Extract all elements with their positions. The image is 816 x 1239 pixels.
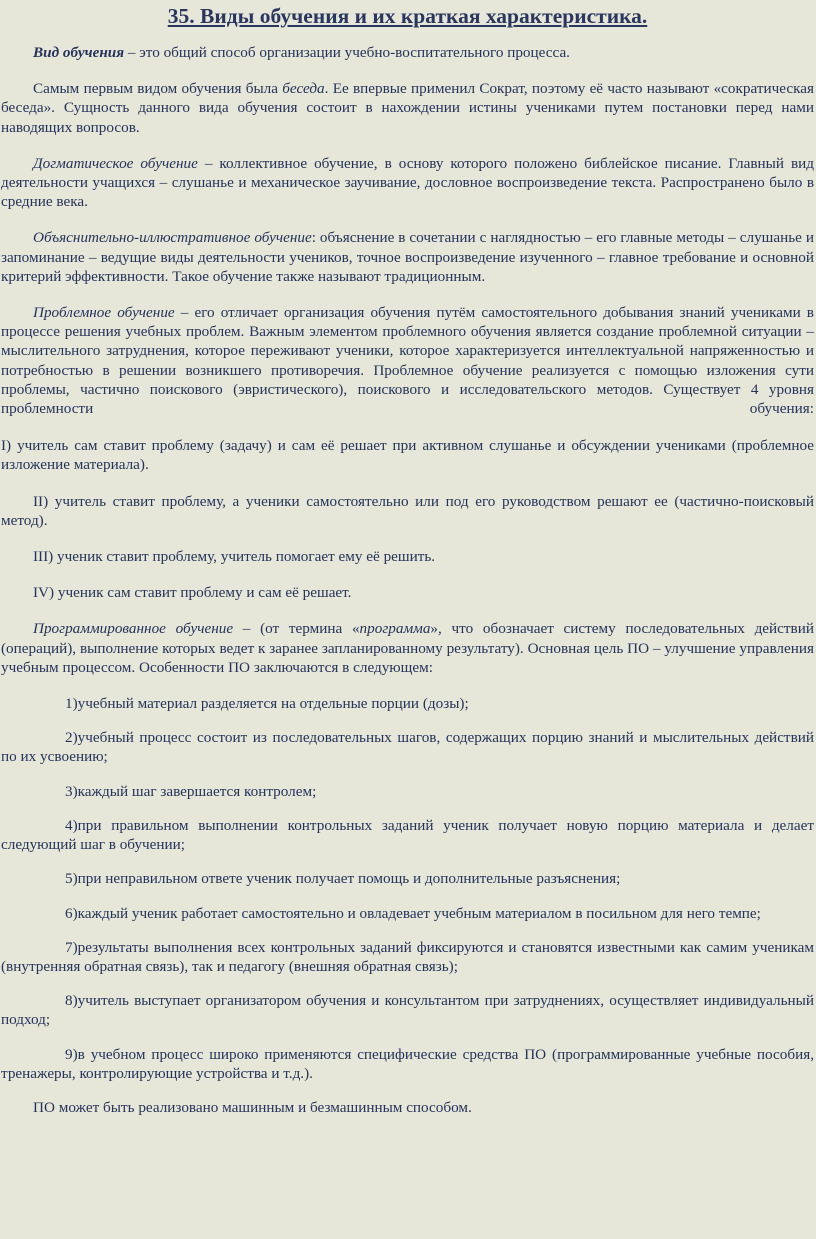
feature-text: при правильном выполнении контрольных заданий ученик получает новую порцию материала и делает следующий шаг в обучении; xyxy=(1,816,814,854)
term-vid-obucheniya: Вид обучения xyxy=(33,44,125,61)
term-programmed: Программированное обучение xyxy=(33,620,234,638)
feature-text: каждый ученик работает самостоятельно и овладевает учебным материалом в посильном для него темпе; xyxy=(77,904,761,922)
feature-item xyxy=(1,904,814,923)
paragraph-text: – (от термина « xyxy=(233,620,360,638)
feature-text: результаты выполнения всех контрольных заданий фиксируются и становятся известными как самим ученикам (внутренняя обратная связь), так и педагогу (внешняя обратная связь); xyxy=(1,938,814,975)
feature-number: 2) xyxy=(65,729,78,747)
term-problem: Проблемное обучение xyxy=(33,304,175,322)
term-dogmatic: Догматическое обучение xyxy=(33,154,198,172)
feature-text: учитель выступает организатором обучения и консультантом при затруднениях, осуществляет индивидуальный подход; xyxy=(1,992,814,1029)
paragraph-text: », что обозначает систему последовательных действий (операций), выполнение которых ведет к заранее запланированному результату). Основная цель ПО – улучшение управления учебным процессом. Особенности ПО заключаются в следующем: xyxy=(1,620,814,676)
feature-number: 1) xyxy=(65,695,78,713)
term-explanatory: Объяснительно-иллюстративное обучение xyxy=(33,229,312,247)
level-item: II) учитель ставит проблему, а ученики самостоятельно или под его руководством решают ее (частично-поисковый метод). xyxy=(1,492,814,529)
paragraph-text: – его отличает организация обучения путём самостоятельного добывания знаний учениками в процессе решения учебных проблем. Важным элементом проблемного обучения является создание проблемной ситуации – мыслительного затруднения, которое переживают ученики, которое характеризуется интеллектуальной напряженностью и потребностью в решении возникшего противоречия. Проблемное обучение реализуется с помощью изложения сути проблемы, частично поискового (эвристического), поискового и исследовательского методов. Существует 4 уровня проблемности обучения: xyxy=(1,304,814,418)
feature-item xyxy=(1,869,814,888)
closing-paragraph: ПО может быть реализовано машинным и безмашинным способом. xyxy=(33,1098,472,1116)
feature-text: учебный материал разделяется на отдельные порции (дозы); xyxy=(77,695,469,713)
page-title: 35. Виды обучения и их краткая характеристика. xyxy=(167,4,648,28)
feature-number: 9) xyxy=(65,1045,78,1063)
feature-number: 7) xyxy=(65,938,78,956)
paragraph-text: : объяснение в сочетании с наглядностью – его главные методы – слушанье и запоминание – ведущие виды деятельности учеников, точное воспроизведение изученного – главное требование и основной критерий эффективности. Такое обучение также называют традиционным. xyxy=(1,229,814,285)
feature-item xyxy=(1,694,814,713)
feature-number: 3) xyxy=(65,782,78,800)
paragraph-definition xyxy=(1,43,814,62)
feature-number: 5) xyxy=(65,870,78,888)
feature-text: учебный процесс состоит из последовательных шагов, содержащих порцию знаний и мыслительных действий по их усвоению; xyxy=(1,729,814,766)
paragraph-text: – коллективное обучение, в основу которого положено библейское писание. Главный вид деятельности учащихся – слушанье и механическое заучивание, дословное воспроизведение текста. Распространено было в средние века. xyxy=(1,154,814,211)
paragraph-problem xyxy=(1,303,814,418)
feature-item xyxy=(1,728,814,766)
level-item: I) учитель сам ставит проблему (задачу) и сам её решает при активном слушанье и обсуждении учениками (проблемное изложение материала). xyxy=(1,437,814,474)
term-programma: программа xyxy=(359,620,431,638)
feature-text: в учебном процесс широко применяются специфические средства ПО (программированные учебные пособия, тренажеры, контролирующие устройства и т.д.). xyxy=(1,1045,814,1082)
feature-item xyxy=(1,938,814,976)
level-item: III) ученик ставит проблему, учитель помогает ему её решить. xyxy=(33,548,436,566)
feature-number: 8) xyxy=(65,992,78,1010)
feature-number: 4) xyxy=(65,816,78,834)
paragraph-text: . Ее впервые применил Сократ, поэтому её часто называют «сократическая беседа». Сущность данного вида обучения состоит в нахождении истины учениками путем постановки перед нами наводящих вопросов. xyxy=(1,80,814,136)
feature-item xyxy=(1,816,814,854)
paragraph-text: – это общий способ организации учебно-воспитательного процесса. xyxy=(124,44,570,61)
paragraph-dogmatic xyxy=(1,154,814,212)
level-item: IV) ученик сам ставит проблему и сам её решает. xyxy=(33,584,352,602)
feature-text: каждый шаг завершается контролем; xyxy=(77,782,317,800)
feature-text: при неправильном ответе ученик получает помощь и дополнительные разъяснения; xyxy=(77,870,621,888)
paragraph-programmed xyxy=(1,619,814,677)
paragraph-text: Самым первым видом обучения была xyxy=(33,80,283,98)
paragraph-explanatory xyxy=(1,228,814,286)
feature-number: 6) xyxy=(65,904,78,922)
paragraph-beseda xyxy=(1,79,814,137)
feature-item xyxy=(1,991,814,1029)
feature-item xyxy=(1,1045,814,1083)
feature-item xyxy=(1,782,814,801)
term-beseda: беседа xyxy=(282,80,325,98)
